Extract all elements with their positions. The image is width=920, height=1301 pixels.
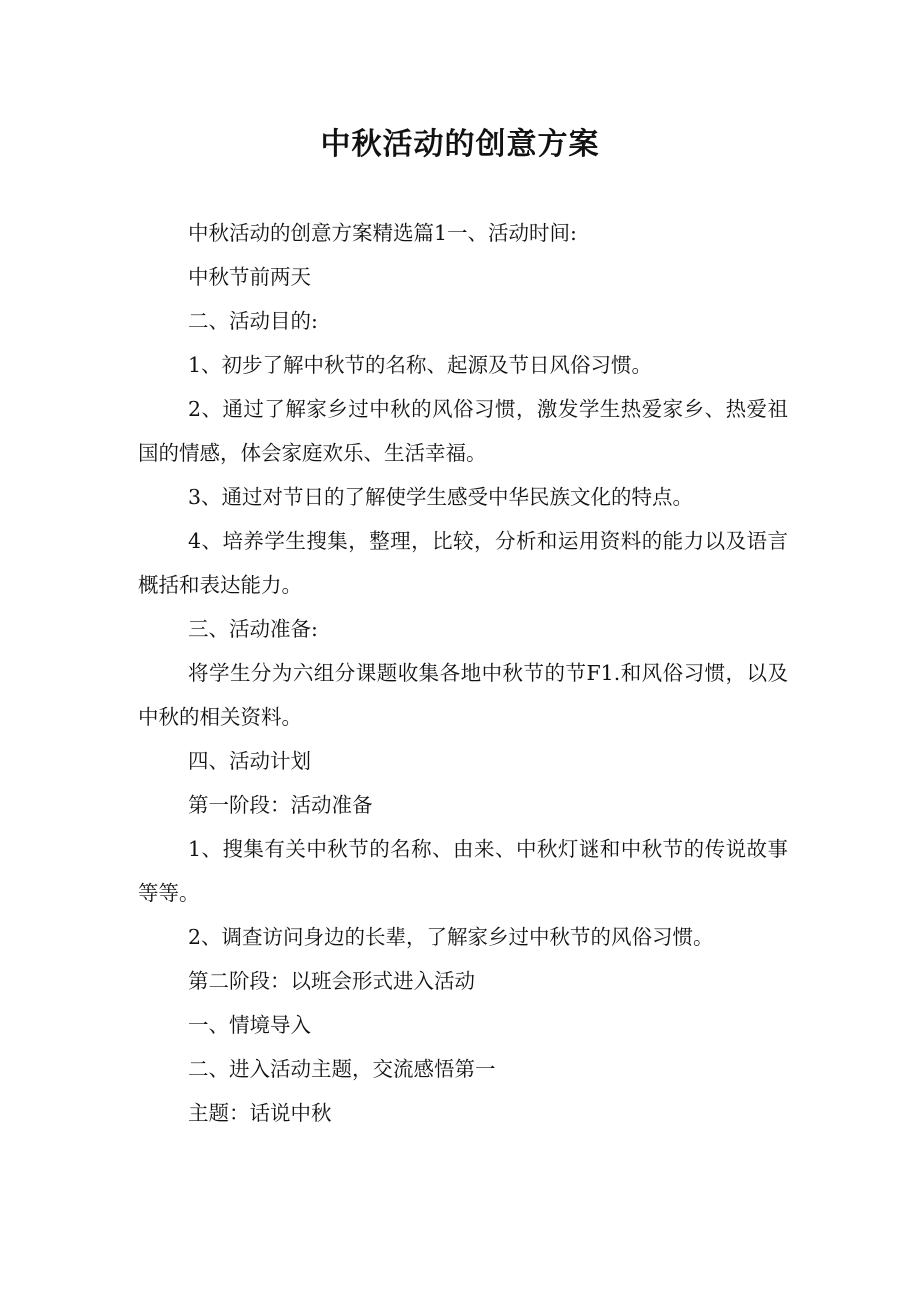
paragraph: 4、培养学生搜集，整理，比较，分析和运用资料的能力以及语言概括和表达能力。 bbox=[138, 529, 788, 597]
paragraph: 中秋活动的创意方案精选篇1一、活动时间: bbox=[188, 221, 577, 245]
paragraph: 二、活动目的: bbox=[188, 309, 318, 333]
paragraph: 四、活动计划 bbox=[188, 749, 311, 773]
paragraph: 2、通过了解家乡过中秋的风俗习惯，激发学生热爱家乡、热爱祖国的情感，体会家庭欢乐、生活幸福。 bbox=[138, 397, 788, 465]
paragraph: 三、活动准备: bbox=[188, 617, 318, 641]
paragraph: 主题：话说中秋 bbox=[188, 1101, 332, 1125]
paragraph: 一、情境导入 bbox=[188, 1013, 311, 1037]
paragraph: 3、通过对节日的了解使学生感受中华民族文化的特点。 bbox=[188, 485, 694, 509]
paragraph: 第二阶段：以班会形式进入活动 bbox=[188, 969, 475, 993]
paragraph: 2、调查访问身边的长辈，了解家乡过中秋节的风俗习惯。 bbox=[188, 925, 714, 949]
paragraph: 1、搜集有关中秋节的名称、由来、中秋灯谜和中秋节的传说故事等等。 bbox=[138, 837, 788, 905]
paragraph: 将学生分为六组分课题收集各地中秋节的节F1.和风俗习惯，以及中秋的相关资料。 bbox=[138, 661, 788, 729]
paragraph: 1、初步了解中秋节的名称、起源及节日风俗习惯。 bbox=[188, 353, 653, 377]
paragraph: 中秋节前两天 bbox=[188, 265, 311, 289]
paragraph: 第一阶段：活动准备 bbox=[188, 793, 373, 817]
document-body bbox=[138, 211, 788, 1135]
document-title: 中秋活动的创意方案 bbox=[320, 127, 600, 162]
paragraph: 二、进入活动主题，交流感悟第一 bbox=[188, 1057, 496, 1081]
